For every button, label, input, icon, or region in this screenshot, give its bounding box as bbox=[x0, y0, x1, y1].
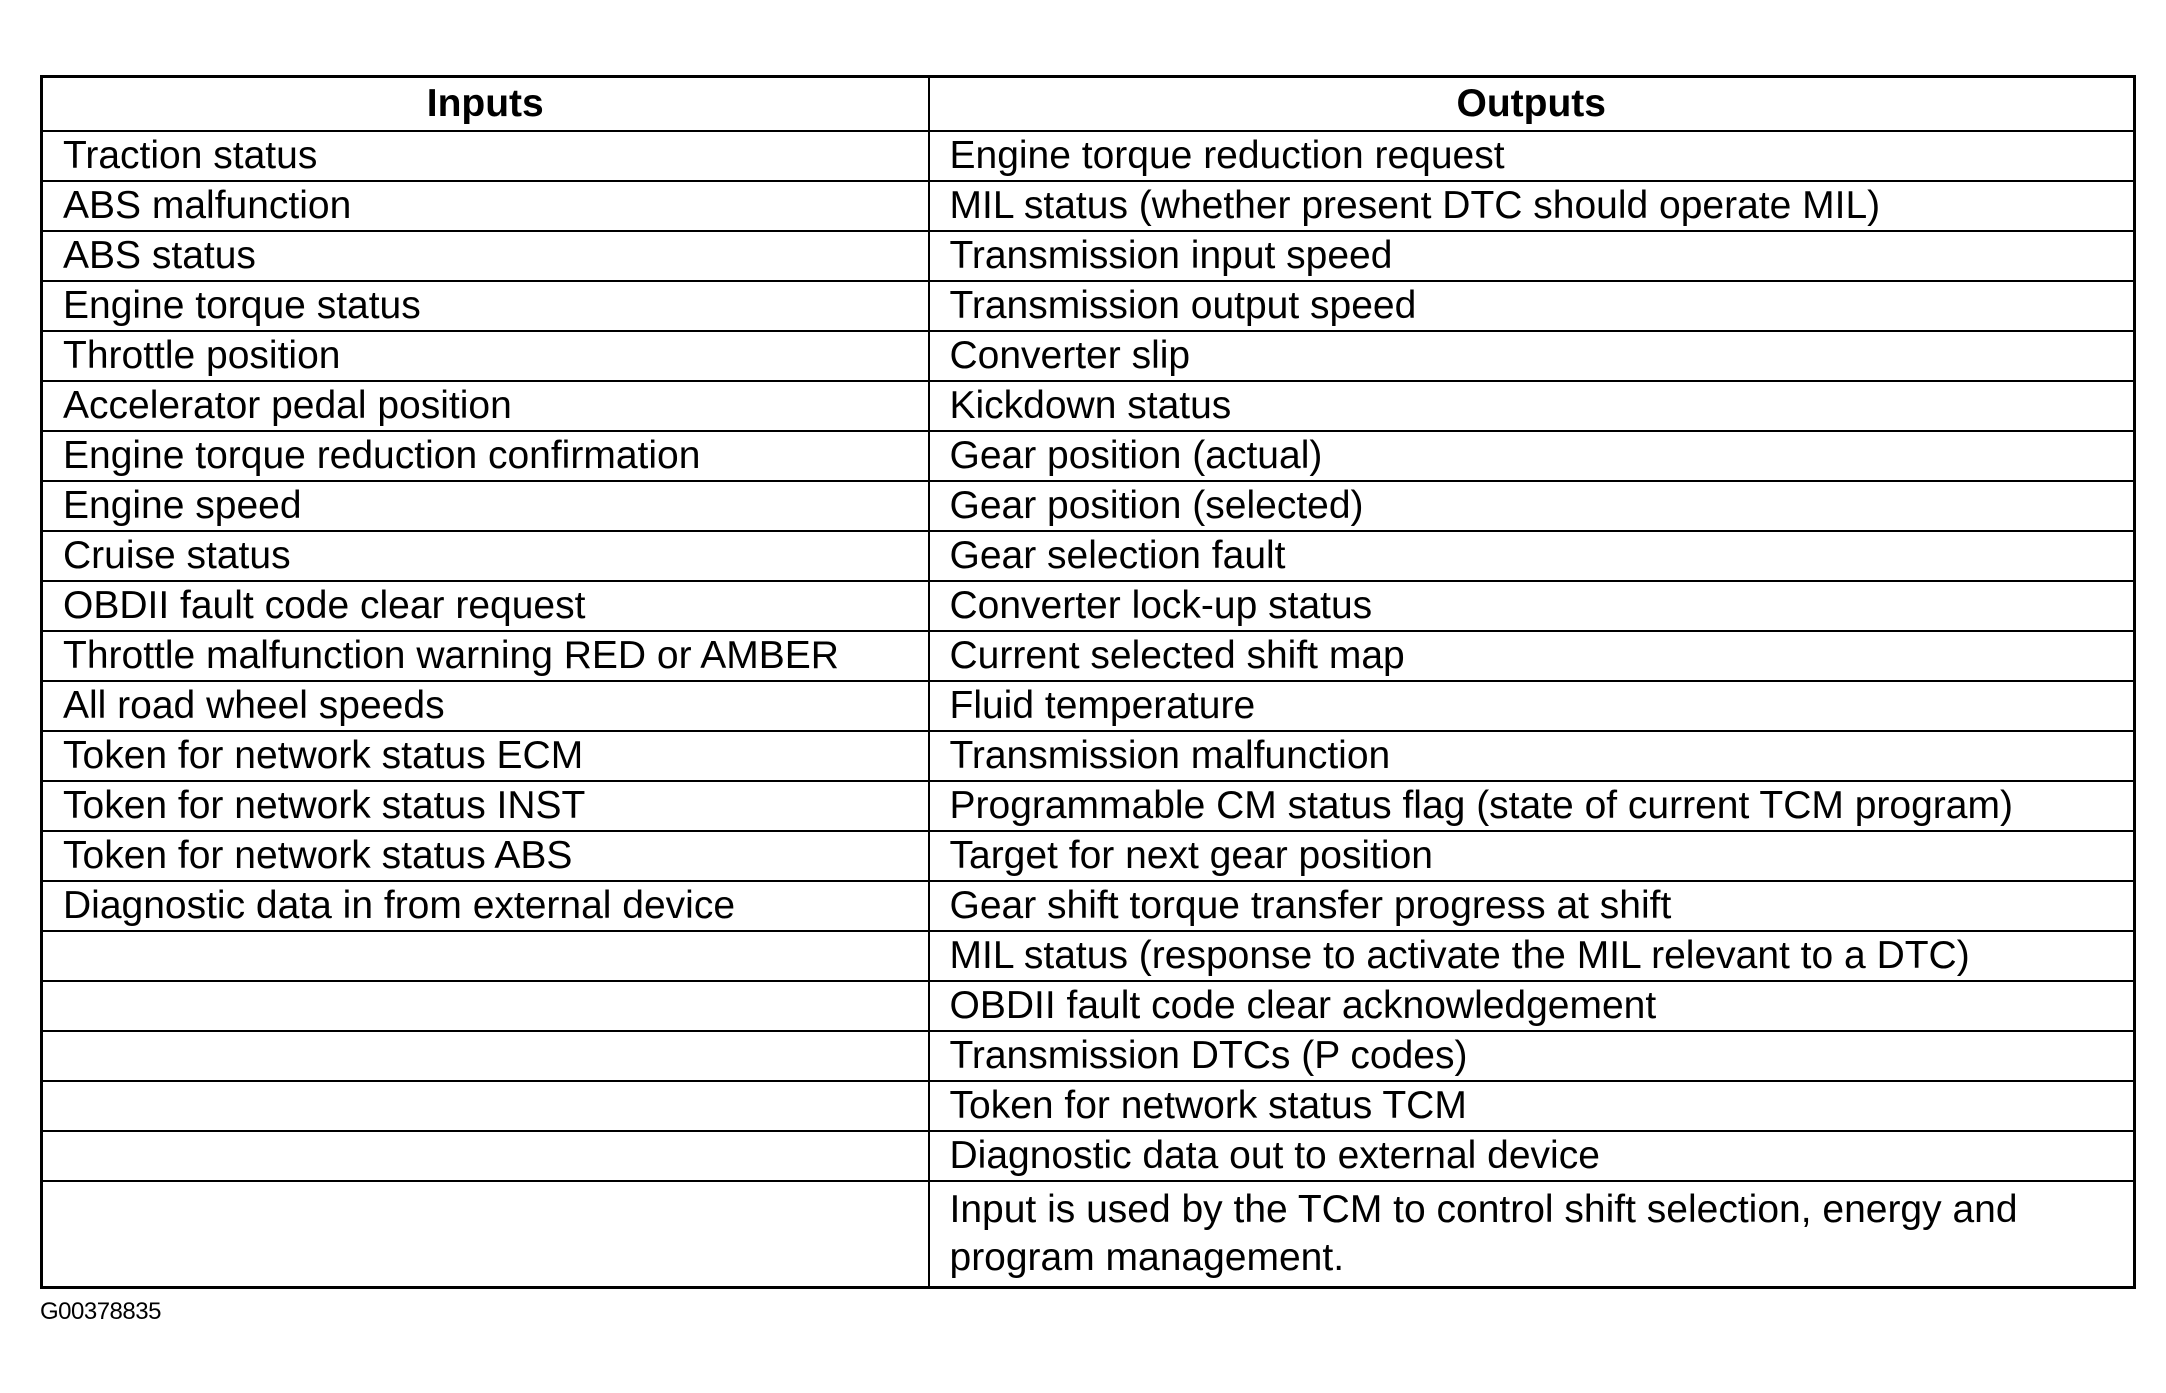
output-cell: Gear position (actual) bbox=[929, 431, 2135, 481]
table-row bbox=[42, 231, 2135, 281]
table-row bbox=[42, 1081, 2135, 1131]
output-cell: Token for network status TCM bbox=[929, 1081, 2135, 1131]
input-cell: Throttle position bbox=[42, 331, 929, 381]
output-cell: Converter slip bbox=[929, 331, 2135, 381]
table-row bbox=[42, 781, 2135, 831]
table-row bbox=[42, 681, 2135, 731]
input-cell bbox=[42, 981, 929, 1031]
table-row bbox=[42, 181, 2135, 231]
output-cell: Current selected shift map bbox=[929, 631, 2135, 681]
table-row bbox=[42, 881, 2135, 931]
output-cell: Gear position (selected) bbox=[929, 481, 2135, 531]
output-cell: MIL status (response to activate the MIL relevant to a DTC) bbox=[929, 931, 2135, 981]
input-cell: Traction status bbox=[42, 131, 929, 181]
table-row bbox=[42, 531, 2135, 581]
input-cell: Diagnostic data in from external device bbox=[42, 881, 929, 931]
input-cell: OBDII fault code clear request bbox=[42, 581, 929, 631]
table-row bbox=[42, 131, 2135, 181]
table-row bbox=[42, 1031, 2135, 1081]
output-cell: Transmission input speed bbox=[929, 231, 2135, 281]
input-cell bbox=[42, 931, 929, 981]
output-cell: Transmission DTCs (P codes) bbox=[929, 1031, 2135, 1081]
table-row bbox=[42, 381, 2135, 431]
table-row bbox=[42, 281, 2135, 331]
input-cell: Token for network status ECM bbox=[42, 731, 929, 781]
output-cell: Diagnostic data out to external device bbox=[929, 1131, 2135, 1181]
output-cell: Engine torque reduction request bbox=[929, 131, 2135, 181]
input-cell: All road wheel speeds bbox=[42, 681, 929, 731]
input-cell bbox=[42, 1181, 929, 1288]
output-cell: Converter lock-up status bbox=[929, 581, 2135, 631]
input-cell: Token for network status ABS bbox=[42, 831, 929, 881]
input-cell bbox=[42, 1031, 929, 1081]
output-cell: MIL status (whether present DTC should operate MIL) bbox=[929, 181, 2135, 231]
output-cell: Transmission malfunction bbox=[929, 731, 2135, 781]
table-body bbox=[42, 131, 2135, 1288]
input-cell: Engine speed bbox=[42, 481, 929, 531]
input-cell: Engine torque reduction confirmation bbox=[42, 431, 929, 481]
table-row bbox=[42, 631, 2135, 681]
table-row bbox=[42, 831, 2135, 881]
inputs-header: Inputs bbox=[42, 77, 929, 132]
output-cell: Target for next gear position bbox=[929, 831, 2135, 881]
table-row bbox=[42, 1181, 2135, 1288]
table-row bbox=[42, 981, 2135, 1031]
output-cell: Programmable CM status flag (state of current TCM program) bbox=[929, 781, 2135, 831]
table-row bbox=[42, 481, 2135, 531]
input-cell: ABS status bbox=[42, 231, 929, 281]
output-cell: Gear selection fault bbox=[929, 531, 2135, 581]
input-cell: Token for network status INST bbox=[42, 781, 929, 831]
table-row bbox=[42, 431, 2135, 481]
table-row bbox=[42, 1131, 2135, 1181]
input-cell: Throttle malfunction warning RED or AMBER bbox=[42, 631, 929, 681]
output-cell: Transmission output speed bbox=[929, 281, 2135, 331]
input-cell: ABS malfunction bbox=[42, 181, 929, 231]
output-cell: OBDII fault code clear acknowledgement bbox=[929, 981, 2135, 1031]
output-cell: Gear shift torque transfer progress at shift bbox=[929, 881, 2135, 931]
output-cell: Kickdown status bbox=[929, 381, 2135, 431]
figure-id: G00378835 bbox=[40, 1298, 161, 1325]
outputs-header: Outputs bbox=[929, 77, 2135, 132]
input-cell: Accelerator pedal position bbox=[42, 381, 929, 431]
input-cell bbox=[42, 1081, 929, 1131]
table-row bbox=[42, 331, 2135, 381]
input-cell: Engine torque status bbox=[42, 281, 929, 331]
table-header-row bbox=[42, 77, 2135, 132]
table-row bbox=[42, 731, 2135, 781]
table-row bbox=[42, 931, 2135, 981]
inputs-outputs-table bbox=[40, 75, 2136, 1289]
input-cell: Cruise status bbox=[42, 531, 929, 581]
output-cell: Fluid temperature bbox=[929, 681, 2135, 731]
table-row bbox=[42, 581, 2135, 631]
output-cell: Input is used by the TCM to control shift selection, energy and program management. bbox=[929, 1181, 2135, 1288]
input-cell bbox=[42, 1131, 929, 1181]
